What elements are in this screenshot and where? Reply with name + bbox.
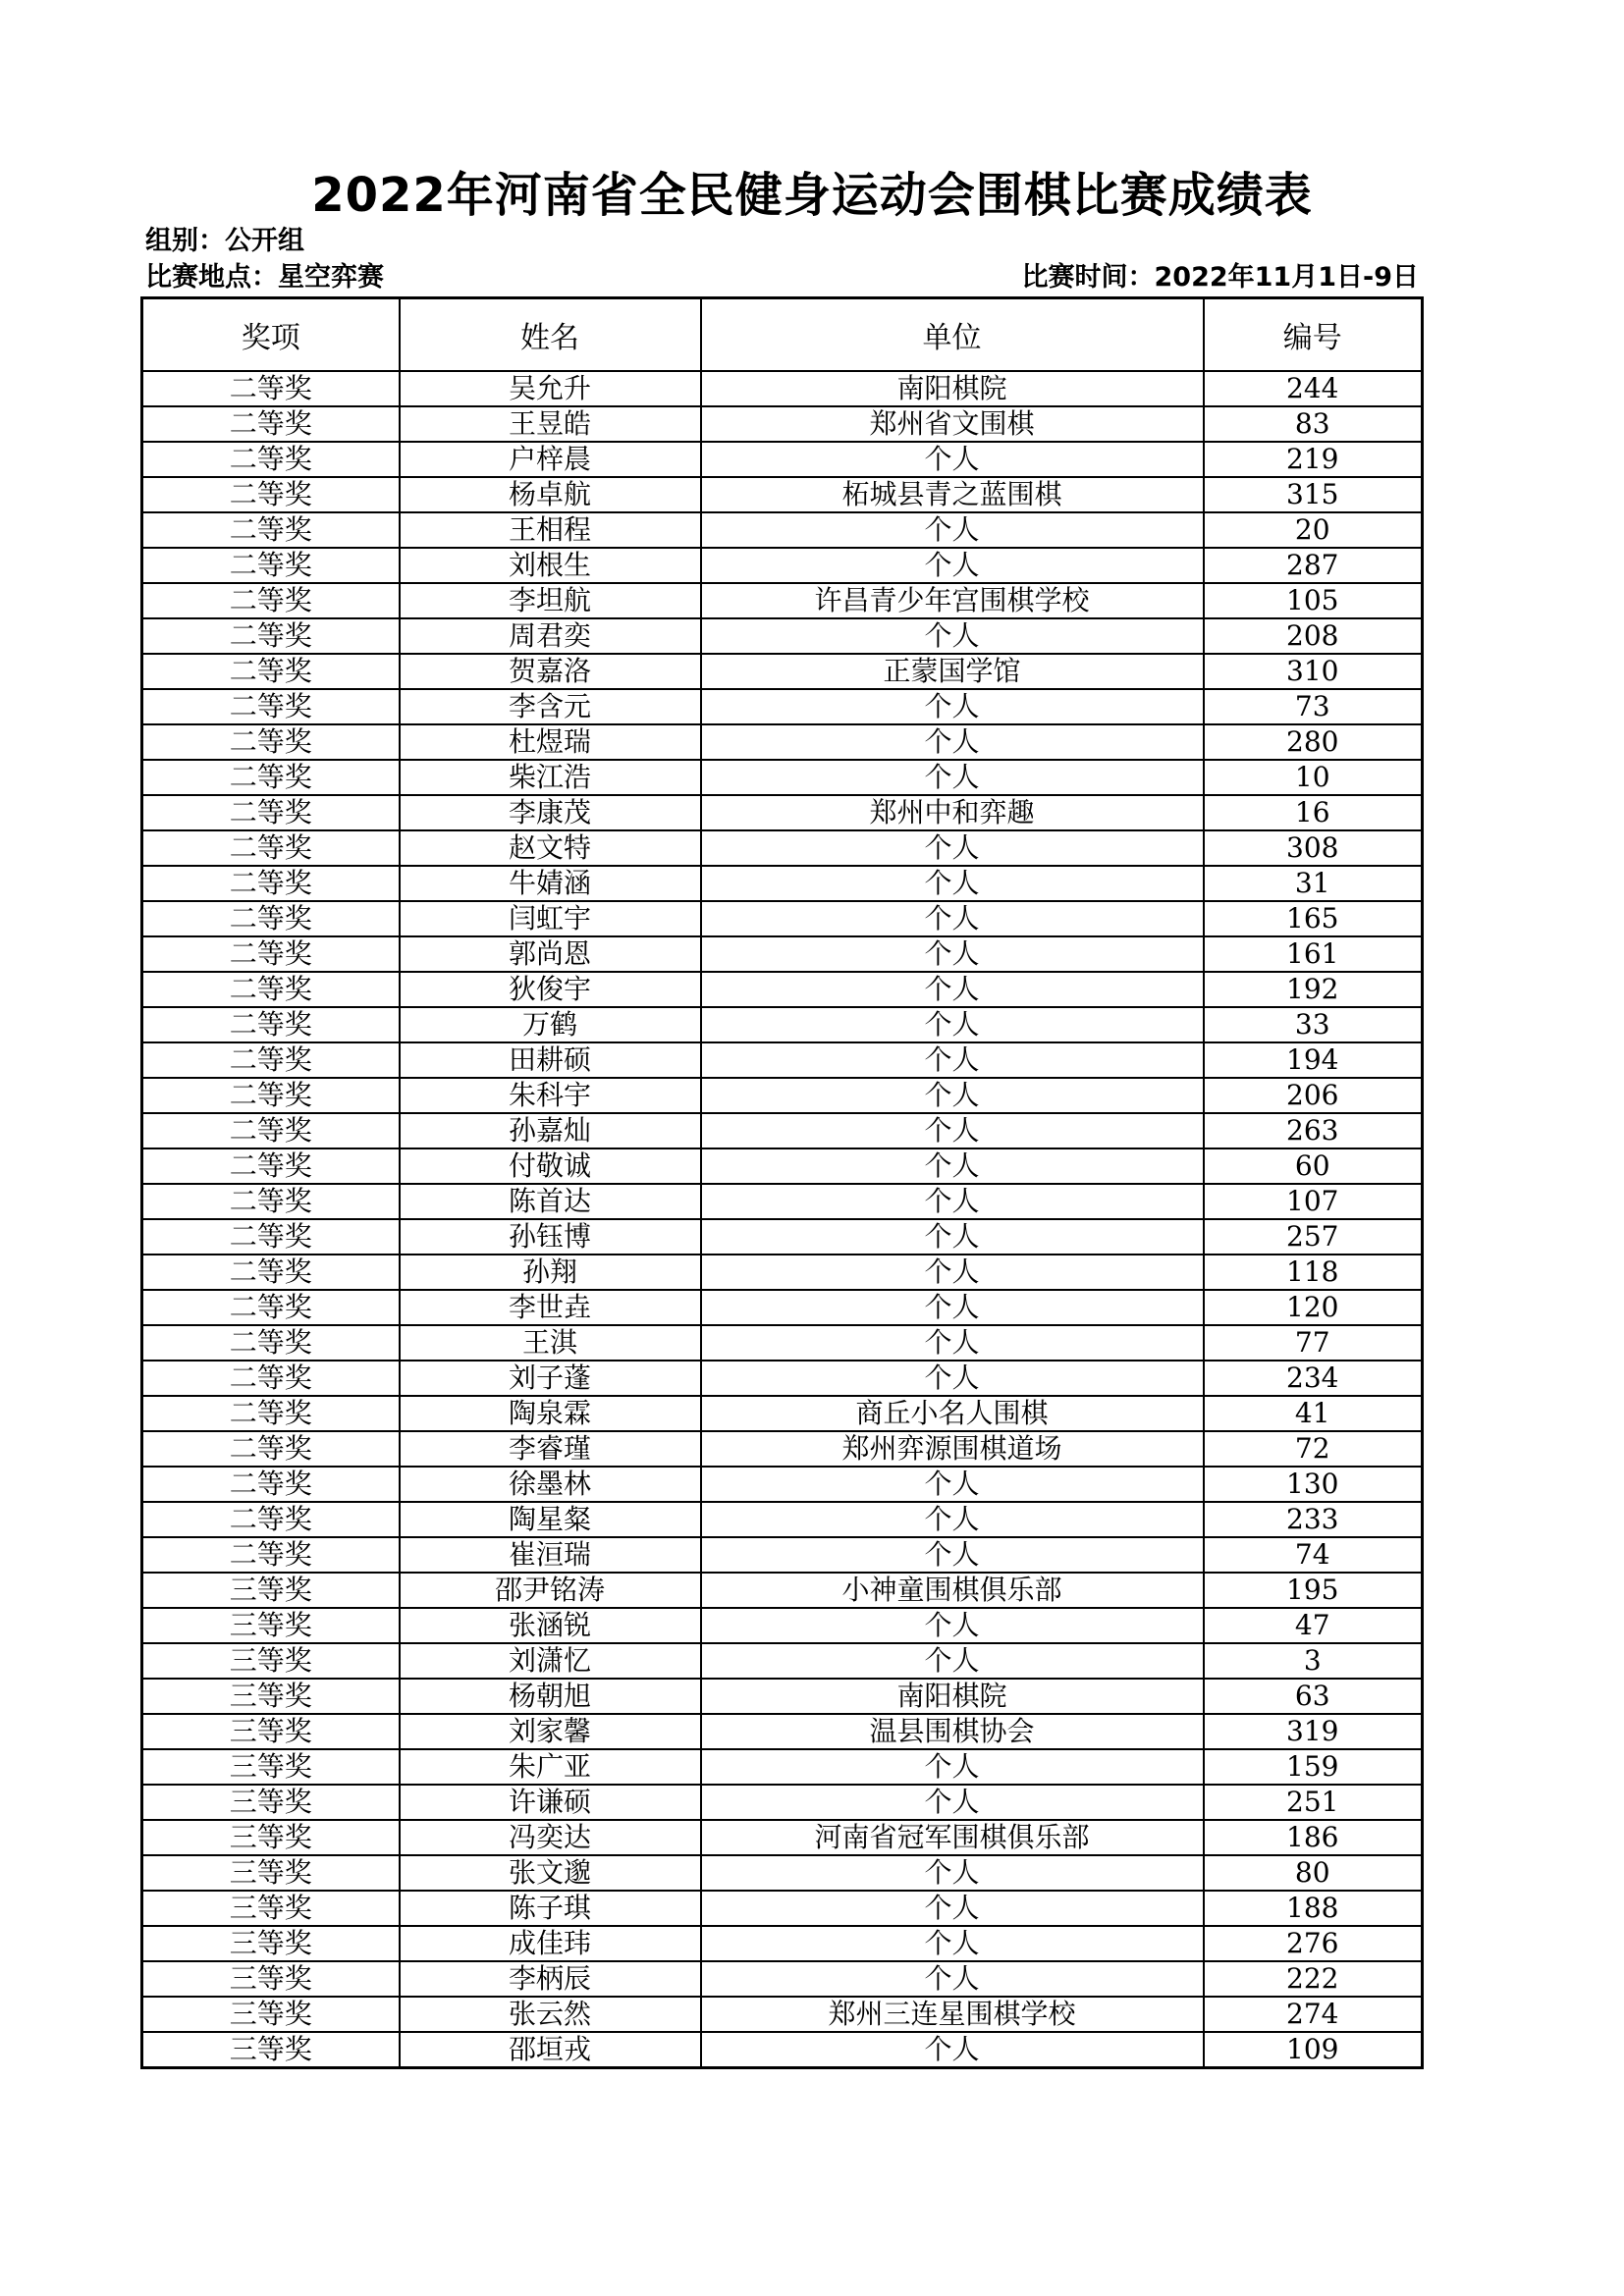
cell-number: 105 <box>1204 583 1423 618</box>
cell-unit: 个人 <box>701 830 1204 866</box>
cell-award: 二等奖 <box>142 1148 400 1184</box>
cell-name: 吴允升 <box>400 371 701 406</box>
cell-unit: 个人 <box>701 1042 1204 1078</box>
cell-number: 120 <box>1204 1290 1423 1325</box>
cell-name: 杨朝旭 <box>400 1679 701 1714</box>
cell-unit: 个人 <box>701 1007 1204 1042</box>
cell-unit: 个人 <box>701 1113 1204 1148</box>
header-number: 编号 <box>1204 298 1423 372</box>
table-row <box>142 1255 1423 1290</box>
cell-name: 杨卓航 <box>400 477 701 512</box>
cell-unit: 许昌青少年宫围棋学校 <box>701 583 1204 618</box>
cell-number: 280 <box>1204 724 1423 760</box>
cell-award: 二等奖 <box>142 1113 400 1148</box>
cell-award: 二等奖 <box>142 406 400 442</box>
cell-name: 张文邈 <box>400 1855 701 1891</box>
cell-award: 三等奖 <box>142 1749 400 1785</box>
cell-name: 王相程 <box>400 512 701 548</box>
cell-number: 41 <box>1204 1396 1423 1431</box>
cell-number: 77 <box>1204 1325 1423 1361</box>
cell-unit: 个人 <box>701 901 1204 936</box>
cell-award: 三等奖 <box>142 1855 400 1891</box>
cell-number: 194 <box>1204 1042 1423 1078</box>
table-row <box>142 406 1423 442</box>
cell-name: 刘子蓬 <box>400 1361 701 1396</box>
cell-name: 许谦硕 <box>400 1785 701 1820</box>
table-row <box>142 1361 1423 1396</box>
cell-name: 刘家馨 <box>400 1714 701 1749</box>
table-row <box>142 371 1423 406</box>
cell-name: 冯奕达 <box>400 1820 701 1855</box>
cell-unit: 个人 <box>701 1537 1204 1573</box>
cell-award: 三等奖 <box>142 1997 400 2032</box>
cell-name: 李康茂 <box>400 795 701 830</box>
cell-award: 二等奖 <box>142 1325 400 1361</box>
table-row <box>142 1042 1423 1078</box>
cell-award: 二等奖 <box>142 1219 400 1255</box>
cell-name: 张云然 <box>400 1997 701 2032</box>
cell-number: 319 <box>1204 1714 1423 1749</box>
cell-number: 206 <box>1204 1078 1423 1113</box>
cell-name: 郭尚恩 <box>400 936 701 972</box>
table-row <box>142 583 1423 618</box>
cell-unit: 南阳棋院 <box>701 371 1204 406</box>
cell-name: 朱科宇 <box>400 1078 701 1113</box>
cell-award: 二等奖 <box>142 1184 400 1219</box>
table-row <box>142 1148 1423 1184</box>
cell-award: 二等奖 <box>142 901 400 936</box>
cell-number: 186 <box>1204 1820 1423 1855</box>
cell-unit: 个人 <box>701 1785 1204 1820</box>
cell-number: 308 <box>1204 830 1423 866</box>
cell-unit: 个人 <box>701 1926 1204 1961</box>
table-row <box>142 1467 1423 1502</box>
cell-unit: 郑州中和弈趣 <box>701 795 1204 830</box>
table-row <box>142 477 1423 512</box>
cell-award: 二等奖 <box>142 689 400 724</box>
cell-name: 田耕硕 <box>400 1042 701 1078</box>
cell-number: 83 <box>1204 406 1423 442</box>
cell-name: 王淇 <box>400 1325 701 1361</box>
cell-number: 161 <box>1204 936 1423 972</box>
table-row <box>142 760 1423 795</box>
cell-award: 二等奖 <box>142 724 400 760</box>
table-row <box>142 1537 1423 1573</box>
table-row <box>142 618 1423 654</box>
cell-number: 107 <box>1204 1184 1423 1219</box>
header-name: 姓名 <box>400 298 701 372</box>
cell-award: 二等奖 <box>142 1078 400 1113</box>
cell-name: 陶星粲 <box>400 1502 701 1537</box>
cell-unit: 南阳棋院 <box>701 1679 1204 1714</box>
table-row <box>142 830 1423 866</box>
header-unit: 单位 <box>701 298 1204 372</box>
cell-award: 三等奖 <box>142 1820 400 1855</box>
cell-award: 三等奖 <box>142 1891 400 1926</box>
table-row <box>142 1431 1423 1467</box>
cell-number: 195 <box>1204 1573 1423 1608</box>
cell-award: 三等奖 <box>142 1643 400 1679</box>
cell-unit: 正蒙国学馆 <box>701 654 1204 689</box>
cell-number: 257 <box>1204 1219 1423 1255</box>
cell-number: 74 <box>1204 1537 1423 1573</box>
cell-name: 杜煜瑞 <box>400 724 701 760</box>
cell-number: 109 <box>1204 2032 1423 2068</box>
cell-name: 孙嘉灿 <box>400 1113 701 1148</box>
table-row <box>142 2032 1423 2068</box>
cell-unit: 个人 <box>701 1148 1204 1184</box>
cell-unit: 个人 <box>701 689 1204 724</box>
cell-award: 二等奖 <box>142 1396 400 1431</box>
table-row <box>142 1820 1423 1855</box>
cell-unit: 个人 <box>701 1290 1204 1325</box>
cell-unit: 个人 <box>701 1255 1204 1290</box>
cell-unit: 个人 <box>701 442 1204 477</box>
cell-award: 二等奖 <box>142 830 400 866</box>
table-row <box>142 795 1423 830</box>
table-row <box>142 548 1423 583</box>
cell-unit: 个人 <box>701 1643 1204 1679</box>
cell-number: 233 <box>1204 1502 1423 1537</box>
cell-award: 二等奖 <box>142 442 400 477</box>
cell-name: 李含元 <box>400 689 701 724</box>
cell-award: 二等奖 <box>142 866 400 901</box>
cell-award: 二等奖 <box>142 583 400 618</box>
cell-unit: 郑州弈源围棋道场 <box>701 1431 1204 1467</box>
table-row <box>142 1396 1423 1431</box>
cell-unit: 个人 <box>701 1219 1204 1255</box>
cell-unit: 小神童围棋俱乐部 <box>701 1573 1204 1608</box>
cell-unit: 商丘小名人围棋 <box>701 1396 1204 1431</box>
venue-label: 比赛地点：星空弈赛 <box>145 262 384 293</box>
cell-number: 219 <box>1204 442 1423 477</box>
table-row <box>142 1502 1423 1537</box>
cell-award: 二等奖 <box>142 1537 400 1573</box>
cell-name: 赵文特 <box>400 830 701 866</box>
cell-unit: 个人 <box>701 936 1204 972</box>
cell-unit: 个人 <box>701 1855 1204 1891</box>
cell-name: 周君奕 <box>400 618 701 654</box>
cell-name: 刘根生 <box>400 548 701 583</box>
cell-name: 朱广亚 <box>400 1749 701 1785</box>
table-row <box>142 689 1423 724</box>
table-row <box>142 1573 1423 1608</box>
cell-award: 二等奖 <box>142 936 400 972</box>
cell-unit: 个人 <box>701 548 1204 583</box>
cell-award: 二等奖 <box>142 972 400 1007</box>
cell-number: 31 <box>1204 866 1423 901</box>
cell-unit: 个人 <box>701 618 1204 654</box>
table-row <box>142 512 1423 548</box>
cell-name: 李坦航 <box>400 583 701 618</box>
table-row <box>142 1926 1423 1961</box>
table-row <box>142 1290 1423 1325</box>
cell-award: 二等奖 <box>142 371 400 406</box>
table-row <box>142 1714 1423 1749</box>
cell-award: 二等奖 <box>142 1290 400 1325</box>
cell-unit: 个人 <box>701 1184 1204 1219</box>
cell-number: 47 <box>1204 1608 1423 1643</box>
cell-number: 118 <box>1204 1255 1423 1290</box>
cell-name: 陈子琪 <box>400 1891 701 1926</box>
header-row <box>142 298 1423 372</box>
table-row <box>142 1078 1423 1113</box>
cell-number: 274 <box>1204 1997 1423 2032</box>
cell-name: 李世垚 <box>400 1290 701 1325</box>
table-row <box>142 1325 1423 1361</box>
cell-number: 315 <box>1204 477 1423 512</box>
table-row <box>142 1113 1423 1148</box>
cell-name: 柴江浩 <box>400 760 701 795</box>
cell-award: 三等奖 <box>142 2032 400 2068</box>
cell-number: 10 <box>1204 760 1423 795</box>
cell-number: 251 <box>1204 1785 1423 1820</box>
cell-award: 二等奖 <box>142 1361 400 1396</box>
cell-name: 邵尹铭涛 <box>400 1573 701 1608</box>
cell-name: 成佳玮 <box>400 1926 701 1961</box>
cell-unit: 个人 <box>701 2032 1204 2068</box>
results-table <box>140 296 1424 2069</box>
cell-name: 李睿瑾 <box>400 1431 701 1467</box>
cell-name: 李柄辰 <box>400 1961 701 1997</box>
table-row <box>142 442 1423 477</box>
cell-award: 三等奖 <box>142 1961 400 1997</box>
cell-award: 二等奖 <box>142 477 400 512</box>
cell-award: 二等奖 <box>142 512 400 548</box>
cell-unit: 个人 <box>701 1608 1204 1643</box>
table-row <box>142 654 1423 689</box>
cell-name: 狄俊宇 <box>400 972 701 1007</box>
cell-award: 二等奖 <box>142 654 400 689</box>
cell-award: 三等奖 <box>142 1785 400 1820</box>
cell-award: 三等奖 <box>142 1926 400 1961</box>
cell-number: 287 <box>1204 548 1423 583</box>
cell-unit: 个人 <box>701 512 1204 548</box>
cell-number: 20 <box>1204 512 1423 548</box>
cell-unit: 个人 <box>701 724 1204 760</box>
cell-award: 三等奖 <box>142 1714 400 1749</box>
cell-name: 万鹤 <box>400 1007 701 1042</box>
cell-unit: 个人 <box>701 1502 1204 1537</box>
cell-unit: 柘城县青之蓝围棋 <box>701 477 1204 512</box>
cell-award: 三等奖 <box>142 1608 400 1643</box>
cell-name: 牛婧涵 <box>400 866 701 901</box>
cell-unit: 郑州三连星围棋学校 <box>701 1997 1204 2032</box>
table-row <box>142 1643 1423 1679</box>
cell-number: 165 <box>1204 901 1423 936</box>
cell-award: 二等奖 <box>142 1467 400 1502</box>
cell-name: 孙翔 <box>400 1255 701 1290</box>
table-row <box>142 901 1423 936</box>
table-row <box>142 936 1423 972</box>
cell-number: 276 <box>1204 1926 1423 1961</box>
table-row <box>142 724 1423 760</box>
cell-number: 208 <box>1204 618 1423 654</box>
cell-number: 159 <box>1204 1749 1423 1785</box>
cell-unit: 个人 <box>701 972 1204 1007</box>
group-label: 组别：公开组 <box>145 226 304 256</box>
cell-award: 二等奖 <box>142 1255 400 1290</box>
cell-award: 三等奖 <box>142 1679 400 1714</box>
table-row <box>142 1184 1423 1219</box>
cell-number: 73 <box>1204 689 1423 724</box>
cell-award: 二等奖 <box>142 618 400 654</box>
cell-name: 陈首达 <box>400 1184 701 1219</box>
header-award: 奖项 <box>142 298 400 372</box>
table-row <box>142 1785 1423 1820</box>
time-label: 比赛时间：2022年11月1日-9日 <box>1021 262 1419 293</box>
table-row <box>142 1749 1423 1785</box>
cell-award: 二等奖 <box>142 548 400 583</box>
cell-unit: 个人 <box>701 866 1204 901</box>
cell-unit: 个人 <box>701 1749 1204 1785</box>
cell-unit: 个人 <box>701 1078 1204 1113</box>
cell-number: 72 <box>1204 1431 1423 1467</box>
cell-unit: 个人 <box>701 760 1204 795</box>
cell-number: 60 <box>1204 1148 1423 1184</box>
cell-number: 16 <box>1204 795 1423 830</box>
cell-number: 310 <box>1204 654 1423 689</box>
cell-number: 3 <box>1204 1643 1423 1679</box>
cell-unit: 个人 <box>701 1891 1204 1926</box>
table-row <box>142 866 1423 901</box>
cell-unit: 河南省冠军围棋俱乐部 <box>701 1820 1204 1855</box>
table-row <box>142 1219 1423 1255</box>
cell-unit: 个人 <box>701 1467 1204 1502</box>
cell-name: 贺嘉洛 <box>400 654 701 689</box>
cell-name: 付敬诚 <box>400 1148 701 1184</box>
cell-number: 222 <box>1204 1961 1423 1997</box>
table-row <box>142 1007 1423 1042</box>
cell-award: 二等奖 <box>142 1502 400 1537</box>
cell-unit: 个人 <box>701 1361 1204 1396</box>
cell-unit: 个人 <box>701 1325 1204 1361</box>
cell-number: 188 <box>1204 1891 1423 1926</box>
cell-unit: 个人 <box>701 1961 1204 1997</box>
cell-number: 33 <box>1204 1007 1423 1042</box>
table-row <box>142 1608 1423 1643</box>
cell-name: 户梓晨 <box>400 442 701 477</box>
page-title: 2022年河南省全民健身运动会围棋比赛成绩表 <box>311 168 1313 223</box>
cell-unit: 郑州省文围棋 <box>701 406 1204 442</box>
cell-number: 263 <box>1204 1113 1423 1148</box>
cell-number: 80 <box>1204 1855 1423 1891</box>
cell-name: 孙钰博 <box>400 1219 701 1255</box>
cell-award: 二等奖 <box>142 1007 400 1042</box>
cell-number: 234 <box>1204 1361 1423 1396</box>
table-row <box>142 1891 1423 1926</box>
cell-name: 王昱皓 <box>400 406 701 442</box>
cell-award: 二等奖 <box>142 1431 400 1467</box>
table-row <box>142 1961 1423 1997</box>
cell-unit: 温县围棋协会 <box>701 1714 1204 1749</box>
cell-name: 陶泉霖 <box>400 1396 701 1431</box>
cell-name: 邵垣戎 <box>400 2032 701 2068</box>
cell-name: 刘潇忆 <box>400 1643 701 1679</box>
cell-name: 闫虹宇 <box>400 901 701 936</box>
table-row <box>142 1679 1423 1714</box>
cell-name: 崔洹瑞 <box>400 1537 701 1573</box>
cell-number: 244 <box>1204 371 1423 406</box>
cell-name: 张涵锐 <box>400 1608 701 1643</box>
cell-award: 二等奖 <box>142 795 400 830</box>
table-row <box>142 1855 1423 1891</box>
table-row <box>142 972 1423 1007</box>
cell-number: 63 <box>1204 1679 1423 1714</box>
cell-number: 192 <box>1204 972 1423 1007</box>
cell-name: 徐墨林 <box>400 1467 701 1502</box>
cell-number: 130 <box>1204 1467 1423 1502</box>
cell-award: 三等奖 <box>142 1573 400 1608</box>
cell-award: 二等奖 <box>142 1042 400 1078</box>
table-row <box>142 1997 1423 2032</box>
cell-award: 二等奖 <box>142 760 400 795</box>
